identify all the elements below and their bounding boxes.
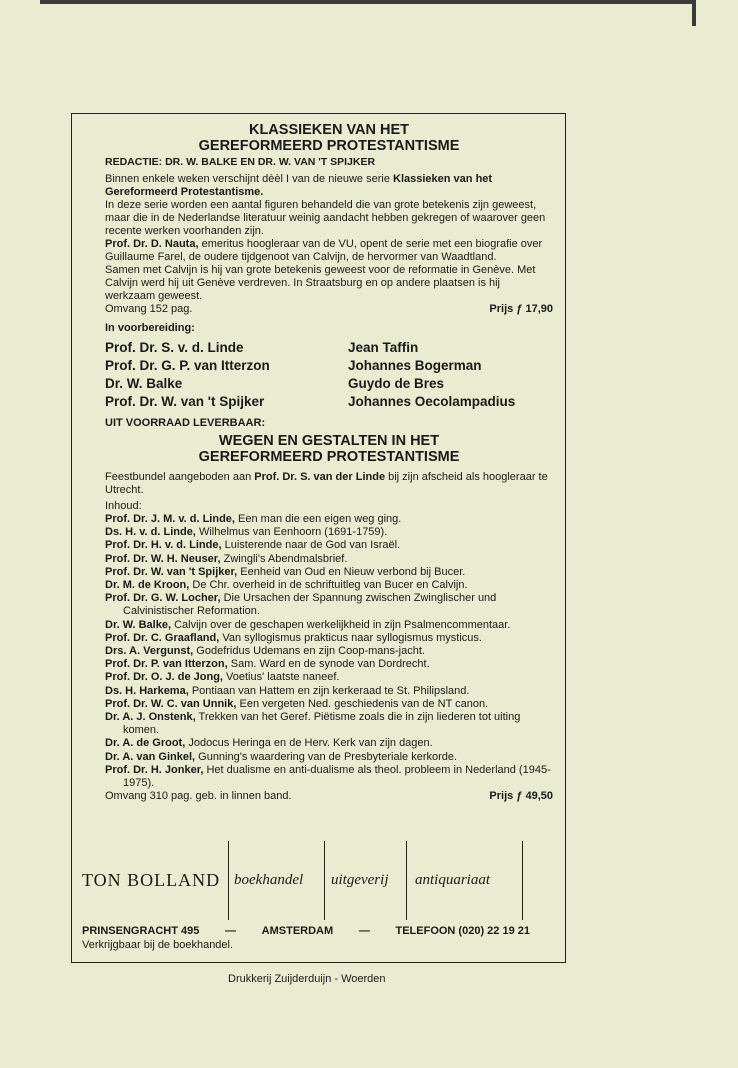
contents-label: Inhoud: (105, 500, 142, 512)
fest-honoree: Prof. Dr. S. van der Linde (254, 471, 386, 483)
logo-uitgeverij: uitgeverij (331, 872, 389, 888)
in-stock-label: UIT VOORRAAD LEVERBAAR: (105, 417, 266, 429)
item-author: Dr. A. de Groot, (105, 737, 186, 750)
list-item (105, 751, 553, 764)
item-author: Dr. A. J. Onstenk, (105, 711, 196, 724)
list-item (105, 566, 553, 579)
prep-subject: Guydo de Bres (348, 376, 445, 391)
list-item (105, 658, 553, 671)
item-title: Jodocus Heringa en de Herv. Kerk van zijn dagen. (188, 737, 433, 750)
prep-author: Dr. W. Balke (105, 376, 183, 391)
logo-divider (324, 841, 325, 920)
item-title: Die Ursachen der Spannung zwischen Zwinglischer und Calvinistischer Reformation. (123, 592, 497, 618)
list-item (105, 513, 553, 526)
size-1: Omvang 152 pag. (105, 303, 193, 315)
prep-subject: Johannes Bogerman (348, 358, 482, 373)
item-author: Prof. Dr. J. M. v. d. Linde, (105, 513, 235, 525)
book-title-line2: GEREFORMEERD PROTESTANTISME (198, 449, 460, 465)
bookshop-logo (82, 841, 530, 920)
book-title-line1: WEGEN EN GESTALTEN IN HET (218, 433, 440, 449)
address-block (82, 924, 530, 952)
list-item (105, 671, 553, 684)
item-author: Ds. H. v. d. Linde, (105, 526, 196, 539)
author-nauta: Prof. Dr. D. Nauta, (105, 238, 199, 250)
item-title: Eenheid van Oud en Nieuw verbond bij Bucer. (240, 565, 466, 578)
item-title: Een vergeten Ned. geschiedenis van de NT canon. (239, 697, 489, 710)
series-title (105, 122, 553, 154)
item-title: Calvijn over de geschapen werkelijkheid in zijn Psalmencommentaar. (174, 618, 511, 631)
ad-content (105, 114, 553, 803)
logo-divider (406, 841, 407, 920)
preparation-authors (105, 339, 348, 411)
price-2: Prijs ƒ 49,50 (489, 790, 553, 803)
item-title: Wilhelmus van Eenhoorn (1691-1759). (198, 526, 388, 539)
paragraph-2 (105, 238, 553, 264)
editors: REDACTIE: DR. W. BALKE EN DR. W. VAN 'T SPIJKER (105, 156, 376, 168)
preparation-subjects (348, 339, 515, 411)
item-title: Het dualisme en anti-dualisme als theol. probleem in Nederland (1945-1975). (123, 763, 551, 790)
item-title: Godefridus Udemans en zijn Coop-mans-jacht. (196, 645, 425, 658)
separator: — (358, 925, 370, 937)
list-item (105, 737, 553, 750)
list-item (105, 539, 553, 552)
list-item (105, 632, 553, 645)
availability-note: Verkrijgbaar bij de boekhandel. (82, 939, 234, 951)
list-item (105, 698, 553, 711)
intro-series: Klassieken van het Gereformeerd Protestantisme. (105, 173, 493, 198)
logo-name: TON BOLLAND (82, 870, 221, 890)
prep-subject: Jean Taffin (348, 340, 419, 355)
prep-author: Prof. Dr. W. van 't Spijker (105, 394, 265, 409)
logo-antiquariaat: antiquariaat (415, 872, 491, 888)
list-item (105, 711, 553, 737)
list-item (105, 619, 553, 632)
item-title: Luisterende naar de God van Israël. (224, 539, 401, 552)
price-row-1 (105, 303, 553, 316)
item-title: Trekken van het Geref. Piëtisme zoals die in zijn liederen tot uiting komen. (123, 711, 521, 737)
series-title-line2: GEREFORMEERD PROTESTANTISME (198, 138, 460, 154)
price-1: Prijs ƒ 17,90 (489, 303, 553, 315)
preparation-list (105, 339, 553, 411)
item-author: Dr. A. van Ginkel, (105, 750, 196, 763)
contents-list (105, 513, 553, 790)
list-item (105, 685, 553, 698)
item-author: Dr. W. Balke, (105, 618, 172, 631)
list-item (105, 553, 553, 566)
book-title (105, 433, 553, 465)
scan-edge-right (692, 0, 696, 26)
list-item (105, 526, 553, 539)
city: AMSTERDAM (261, 925, 334, 937)
item-author: Drs. A. Vergunst, (105, 645, 194, 658)
festschrift-paragraph (105, 471, 553, 497)
item-title: De Chr. overheid in de schriftuitleg van Bucer en Calvijn. (192, 579, 468, 592)
in-preparation-label: In voorbereiding: (105, 322, 195, 334)
paragraph-1: In deze serie worden een aantal figuren behandeld die van grote betekenis zijn geweest, maar die in de Nederlandse literatuur weinig aandacht hebben gekregen of waarover geen recente werken voorhanden zijn. (105, 199, 546, 237)
size-2: Omvang 310 pag. geb. in linnen band. (105, 790, 292, 803)
logo-divider (522, 841, 523, 920)
item-title: Een man die een eigen weg ging. (238, 513, 402, 525)
price-row-2 (105, 790, 553, 803)
item-author: Prof. Dr. W. C. van Unnik, (105, 697, 237, 710)
item-title: Pontiaan van Hattem en zijn kerkeraad te St. Philipsland. (191, 684, 470, 697)
item-author: Prof. Dr. W. van 't Spijker, (105, 565, 238, 578)
item-title: Voetius' laatste naneef. (226, 671, 340, 684)
item-author: Prof. Dr. P. van Itterzon, (105, 658, 228, 671)
item-author: Prof. Dr. H. v. d. Linde, (105, 539, 222, 552)
prep-subject: Johannes Oecolampadius (348, 394, 516, 409)
address-row (82, 924, 530, 938)
intro-text: Binnen enkele weken verschijnt dèèl I van de nieuwe serie (105, 173, 390, 185)
list-item (105, 592, 553, 618)
fest-text: Feestbundel aangeboden aan (105, 471, 252, 483)
prep-author: Prof. Dr. S. v. d. Linde (105, 340, 244, 355)
paragraph-2-text: emeritus hoogleraar van de VU, opent de serie met een biografie over Guillaume Farel, de oudere tijdgenoot van Calvijn, de hervormer van Waadtland. (105, 238, 543, 263)
item-title: Sam. Ward en de synode van Dordrecht. (230, 658, 430, 671)
street: PRINSENGRACHT 495 (82, 925, 200, 937)
printer-credit: Drukkerij Zuijderduijn - Woerden (228, 973, 386, 985)
item-author: Dr. M. de Kroon, (105, 579, 190, 592)
item-title: Gunning's waardering van de Presbyteriale kerkorde. (198, 750, 458, 763)
list-item (105, 764, 553, 790)
item-title: Van syllogismus prakticus naar syllogismus mysticus. (222, 631, 482, 644)
logo-divider (228, 841, 229, 920)
logo-boekhandel: boekhandel (234, 872, 304, 888)
intro-paragraph (105, 173, 553, 199)
list-item (105, 579, 553, 592)
item-author: Prof. Dr. W. H. Neuser, (105, 552, 221, 565)
advertisement-box (71, 113, 566, 963)
item-title: Zwingli's Abendmalsbrief. (223, 552, 348, 565)
scan-edge-top (40, 0, 696, 4)
item-author: Prof. Dr. H. Jonker, (105, 763, 204, 776)
item-author: Prof. Dr. G. W. Locher, (105, 592, 221, 605)
fest-text-end: bij zijn afscheid als hoogleraar te Utrecht. (105, 471, 548, 496)
prep-author: Prof. Dr. G. P. van Itterzon (105, 358, 270, 373)
paragraph-3: Samen met Calvijn is hij van grote betekenis geweest voor de reformatie in Genève. Met Calvijn werd hij uit Genève verdreven. In Straatsburg en op andere plaatsen is hij werkzaam geweest. (105, 264, 536, 302)
phone: TELEFOON (020) 22 19 21 (395, 925, 530, 937)
item-author: Prof. Dr. C. Graafland, (105, 631, 220, 644)
list-item (105, 645, 553, 658)
separator: — (225, 925, 237, 937)
series-title-line1: KLASSIEKEN VAN HET (248, 122, 410, 138)
item-author: Ds. H. Harkema, (105, 684, 189, 697)
item-author: Prof. Dr. O. J. de Jong, (105, 671, 223, 684)
